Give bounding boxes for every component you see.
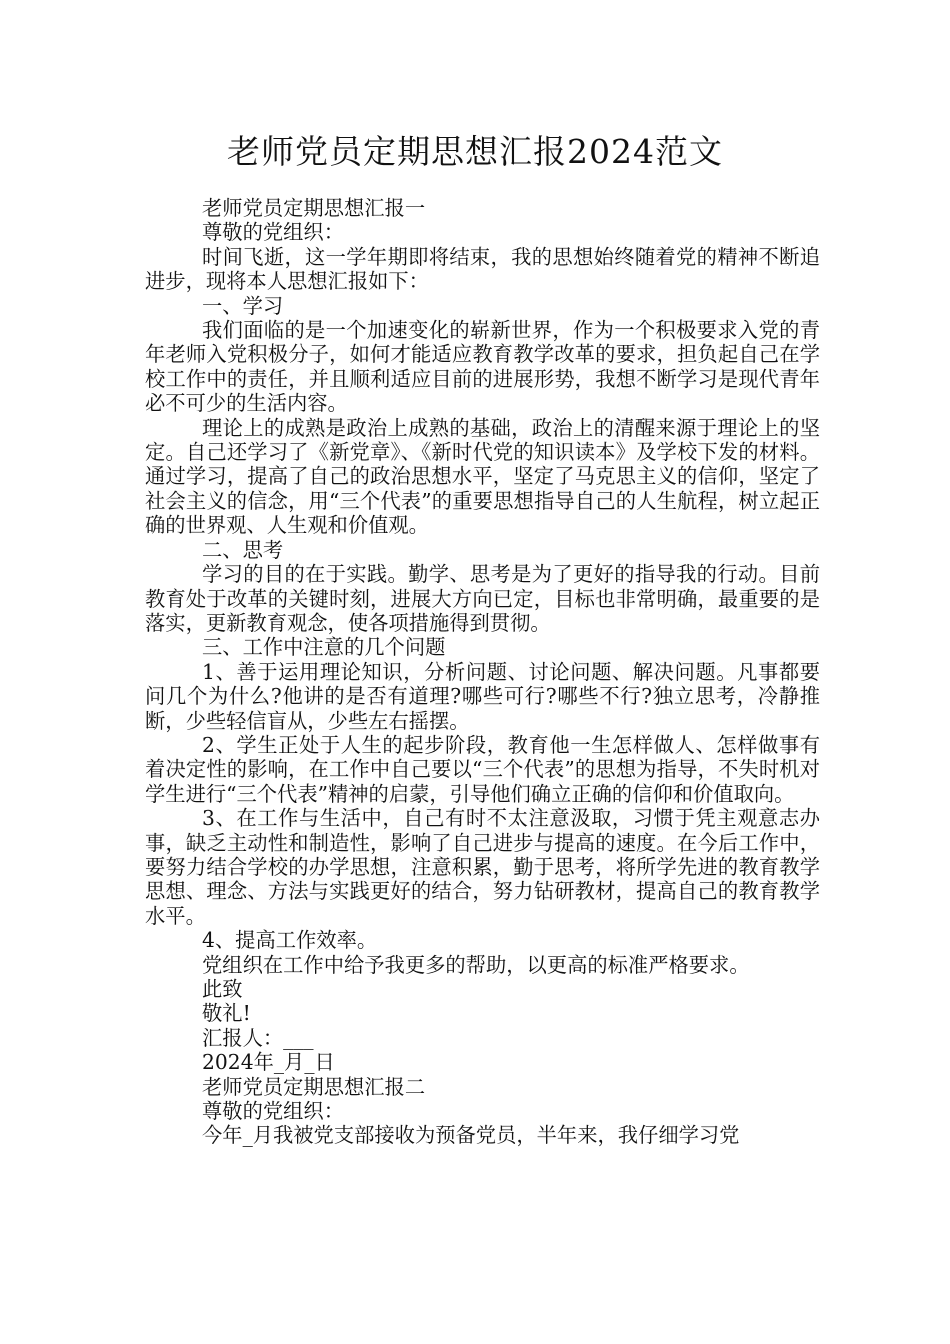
paragraph-study-2: 理论上的成熟是政治上成熟的基础，政治上的清醒来源于理论上的坚定。自己还学习了《新党章》、《新时代党的知识读本》及学校下发的材料。通过学习，提高了自己的政治思想水平，坚定了马克思主义的信仰，坚定了社会主义的信念，用“三个代表”的重要思想指导自己的人生航程，树立起正确的世界观、人生观和价值观。 xyxy=(145,415,820,538)
paragraph-issue-3: 3、在工作与生活中，自己有时不太注意汲取，习惯于凭主观意志办事，缺乏主动性和制造性，影响了自己进步与提高的速度。在今后工作中，要努力结合学校的办学思想，注意积累，勤于思考，将所学先进的教育教学思想、理念、方法与实践更好的结合，努力钻研教材，提高自己的教育教学水平。 xyxy=(145,806,820,928)
page-title: 老师党员定期思想汇报2024范文 xyxy=(227,132,723,171)
document-body xyxy=(145,196,820,1148)
reporter-line: 汇报人：___ xyxy=(202,1025,314,1050)
date-line: 2024年_月_日 xyxy=(202,1050,335,1075)
paragraph-report-two-intro: 今年_月我被党支部接收为预备党员，半年来，我仔细学习党 xyxy=(202,1123,740,1148)
paragraph-thinking: 学习的目的在于实践。勤学、思考是为了更好的指导我的行动。目前教育处于改革的关键时刻，进展大方向已定，目标也非常明确，最重要的是落实，更新教育观念，使各项措施得到贯彻。 xyxy=(145,562,820,635)
paragraph-closing: 党组织在工作中给予我更多的帮助，以更高的标准严格要求。 xyxy=(202,952,750,977)
paragraph-issue-2: 2、学生正处于人生的起步阶段，教育他一生怎样做人、怎样做事有着决定性的影响，在工作中自己要以“三个代表”的思想为指导，不失时机对学生进行“三个代表”精神的启蒙，引导他们确立正确的信仰和价值取向。 xyxy=(145,732,820,806)
salutation-two: 尊敬的党组织： xyxy=(202,1099,344,1124)
paragraph-study-1: 我们面临的是一个加速变化的崭新世界，作为一个积极要求入党的青年老师入党积极分子，如何才能适应教育教学改革的要求，担负起自己在学校工作中的责任，并且顺利适应目前的进展形势，我想不断学习是现代青年必不可少的生活内容。 xyxy=(145,318,820,416)
paragraph-issue-1: 1、善于运用理论知识，分析问题、讨论问题、解决问题。凡事都要问几个为什么?他讲的是否有道理?哪些可行?哪些不行?独立思考，冷静推断，少些轻信盲从，少些左右摇摆。 xyxy=(145,659,820,733)
closing-salute: 敬礼! xyxy=(202,1001,251,1026)
closing-greeting: 此致 xyxy=(202,977,243,1001)
paragraph-intro: 时间飞逝，这一学年期即将结束，我的思想始终随着党的精神不断追进步，现将本人思想汇报如下： xyxy=(145,244,820,294)
salutation: 尊敬的党组织： xyxy=(202,220,344,245)
paragraph-issue-4: 4、提高工作效率。 xyxy=(202,928,378,953)
section-heading-report-one: 老师党员定期思想汇报一 xyxy=(202,196,426,220)
subheading-thinking: 二、思考 xyxy=(202,537,284,562)
subheading-work-issues: 三、工作中注意的几个问题 xyxy=(202,635,446,660)
subheading-study: 一、学习 xyxy=(202,293,284,318)
section-heading-report-two: 老师党员定期思想汇报二 xyxy=(202,1074,426,1099)
